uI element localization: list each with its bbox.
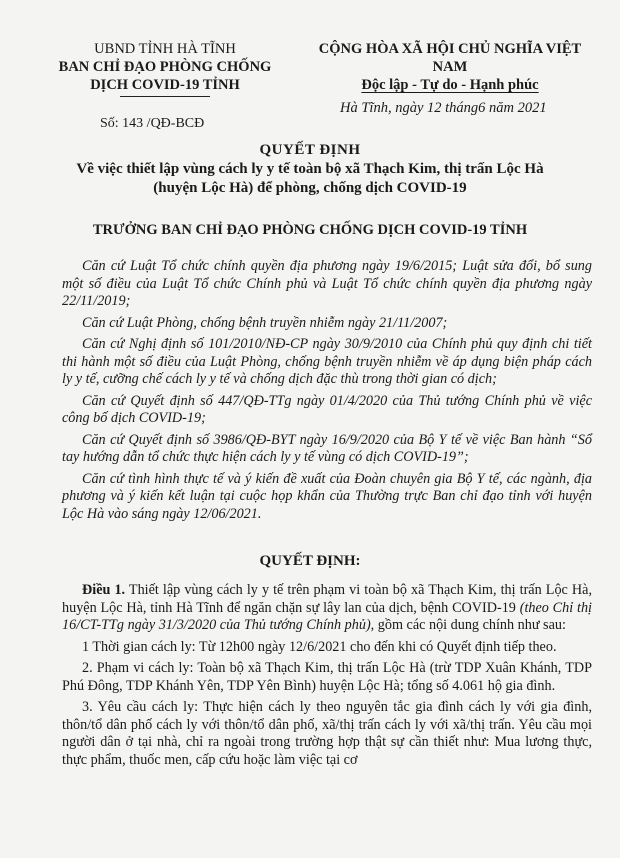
agency-line-3: DỊCH COVID-19 TỈNH (90, 77, 240, 93)
basis-paragraph: Căn cứ Nghị định số 101/2010/NĐ-CP ngày 30/9/2010 của Chính phủ quy định chi tiết thi hành một số điều của Luật Phòng, chống bệnh truyền nhiễm về áp dụng biện pháp cách ly y tế, cưỡng chế cách ly y tế và chống dịch đặc thù trong thời gian có dịch; (62, 336, 592, 387)
article-1-text-b: , gồm các nội dung chính như sau: (370, 617, 566, 633)
article-1-text-a: Thiết lập vùng cách ly y tế trên phạm vi toàn bộ xã Thạch Kim, thị trấn Lộc Hà, huyện Lộc Hà, tỉnh Hà Tĩnh để ngăn chặn sự lây lan của dịch, bệnh COVID-19 (62, 582, 592, 616)
basis-paragraph: Căn cứ Luật Phòng, chống bệnh truyền nhiễm ngày 21/11/2007; (82, 314, 448, 331)
article-1-citation: (theo Chỉ thị 16/CT-TTg ngày 31/3/2020 của Thủ tướng Chính phủ) (62, 599, 592, 633)
title-line-2: Về việc thiết lập vùng cách ly y tế toàn bộ xã Thạch Kim, thị trấn Lộc Hà (76, 161, 544, 177)
title-line-1: QUYẾT ĐỊNH (259, 142, 361, 158)
basis-paragraph: Căn cứ Quyết định số 3986/QĐ-BYT ngày 16/9/2020 của Bộ Y tế về việc Ban hành “Sổ tay hướng dẫn tổ chức thực hiện cách ly y tế vùng có dịch COVID-19”; (62, 431, 592, 465)
agency-underline (120, 96, 210, 97)
title-line-3: (huyện Lộc Hà) để phòng, chống dịch COVID-19 (153, 180, 467, 196)
authority-heading: TRƯỞNG BAN CHỈ ĐẠO PHÒNG CHỐNG DỊCH COVID-19 TỈNH (92, 222, 528, 238)
legal-basis (62, 258, 592, 527)
articles (62, 582, 592, 773)
agency-line-2: BAN CHỈ ĐẠO PHÒNG CHỐNG (58, 59, 272, 75)
national-motto (300, 40, 600, 94)
article-item: 2. Phạm vi cách ly: Toàn bộ xã Thạch Kim, thị trấn Lộc Hà (trừ TDP Xuân Khánh, TDP Phú Đông, TDP Khánh Yên, TDP Yên Bình) huyện Lộc Hà; tổng số 4.061 hộ gia đình. (62, 660, 592, 694)
country-name: CỘNG HÒA XÃ HỘI CHỦ NGHĨA VIỆT NAM (318, 41, 582, 75)
article-item: 3. Yêu cầu cách ly: Thực hiện cách ly theo nguyên tắc gia đình cách ly với gia đình, thôn/tổ dân phố cách ly với thôn/tổ dân phố, xã/thị trấn cách ly với xã/thị trấn. Yêu cầu mọi người dân ở tại nhà, chỉ ra ngoài trong trường hợp thật sự cần thiết như: Mua lương thực, thực phẩm, thuốc men, cấp cứu hoặc làm việc tại cơ (62, 699, 592, 768)
basis-paragraph: Căn cứ Quyết định số 447/QĐ-TTg ngày 01/4/2020 của Thủ tướng Chính phủ về việc công bố dịch COVID-19; (62, 392, 592, 426)
issuing-agency (40, 40, 290, 97)
decision-heading: QUYẾT ĐỊNH: (259, 553, 361, 569)
article-1 (62, 582, 592, 635)
place-and-date: Hà Tĩnh, ngày 12 tháng6 năm 2021 (340, 100, 547, 116)
document-title (20, 141, 600, 198)
agency-line-1: UBND TỈNH HÀ TĨNH (94, 41, 236, 57)
document-number: Số: 143 /QĐ-BCĐ (100, 116, 205, 131)
article-item: 1 Thời gian cách ly: Từ 12h00 ngày 12/6/2021 cho đến khi có Quyết định tiếp theo. (82, 638, 557, 655)
article-1-label: Điều 1. (82, 582, 126, 598)
basis-paragraph: Căn cứ tình hình thực tế và ý kiến đề xuất của Đoàn chuyên gia Bộ Y tế, các ngành, địa phương và ý kiến kết luận tại cuộc họp khẩn của Thường trực Ban chỉ đạo tỉnh với huyện Lộc Hà vào sáng ngày 12/06/2021. (62, 470, 592, 522)
motto-line: Độc lập - Tự do - Hạnh phúc (361, 77, 539, 93)
basis-paragraph: Căn cứ Luật Tổ chức chính quyền địa phương ngày 19/6/2015; Luật sửa đổi, bổ sung một số điều của Luật Tổ chức Chính phủ và Luật Tổ chức chính quyền địa phương ngày 22/11/2019; (62, 258, 592, 309)
